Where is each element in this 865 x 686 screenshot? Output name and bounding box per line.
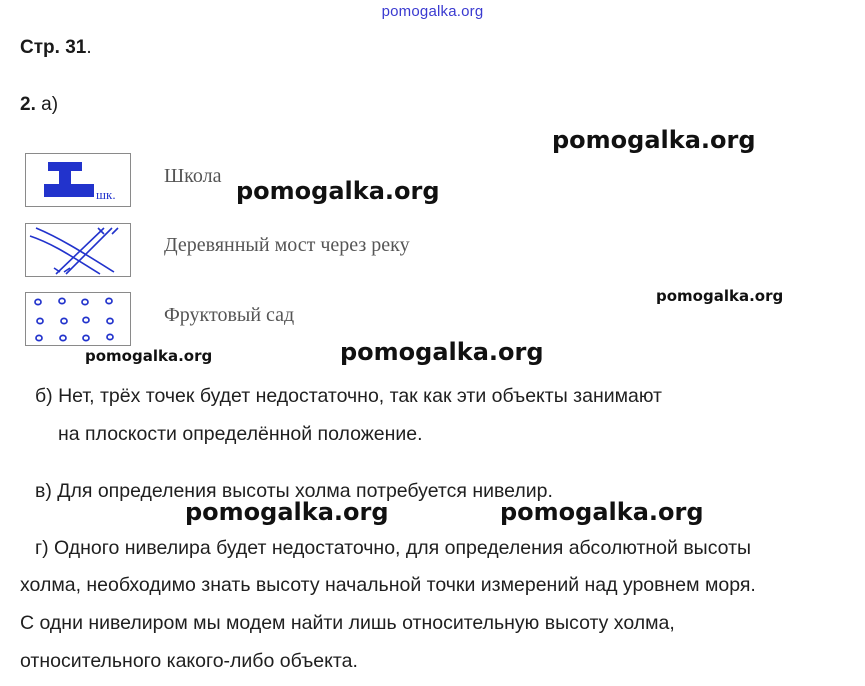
site-header[interactable]: pomogalka.org bbox=[381, 3, 484, 20]
orchard-symbol bbox=[25, 292, 131, 346]
legend-label-orchard: Фруктовый сад bbox=[164, 304, 295, 326]
school-symbol bbox=[25, 153, 131, 207]
bridge-symbol bbox=[25, 223, 131, 277]
watermark: pomogalka.org bbox=[85, 347, 213, 365]
answer-b-line1: б) Нет, трёх точек будет недостаточно, так как эти объекты занимают bbox=[35, 385, 662, 407]
watermark: pomogalka.org bbox=[340, 338, 544, 366]
school-icon bbox=[26, 154, 130, 206]
school-icon-text: шк. bbox=[96, 187, 116, 202]
watermark: pomogalka.org bbox=[500, 498, 704, 526]
answer-g-line1: г) Одного нивелира будет недостаточно, для определения абсолютной высоты bbox=[35, 537, 752, 559]
wooden-bridge-icon bbox=[26, 224, 130, 276]
orchard-icon bbox=[26, 293, 130, 345]
task-number: 2. а) bbox=[20, 94, 59, 115]
watermark: pomogalka.org bbox=[236, 177, 440, 205]
answer-g-line4: относительного какого-либо объекта. bbox=[20, 650, 358, 672]
watermark: pomogalka.org bbox=[656, 287, 784, 305]
answer-g-line3: С одни нивелиром мы модем найти лишь относительную высоту холма, bbox=[20, 612, 675, 634]
answer-b-line2: на плоскости определённой положение. bbox=[58, 423, 423, 445]
answer-v-line1: в) Для определения высоты холма потребуется нивелир. bbox=[35, 480, 553, 502]
page-title: Стр. 31. bbox=[20, 37, 92, 58]
legend-label-school: Школа bbox=[164, 165, 222, 187]
watermark: pomogalka.org bbox=[552, 126, 756, 154]
watermark: pomogalka.org bbox=[185, 498, 389, 526]
legend-label-bridge: Деревянный мост через реку bbox=[164, 234, 410, 256]
answer-g-line2: холма, необходимо знать высоту начальной точки измерений над уровнем моря. bbox=[20, 574, 756, 596]
